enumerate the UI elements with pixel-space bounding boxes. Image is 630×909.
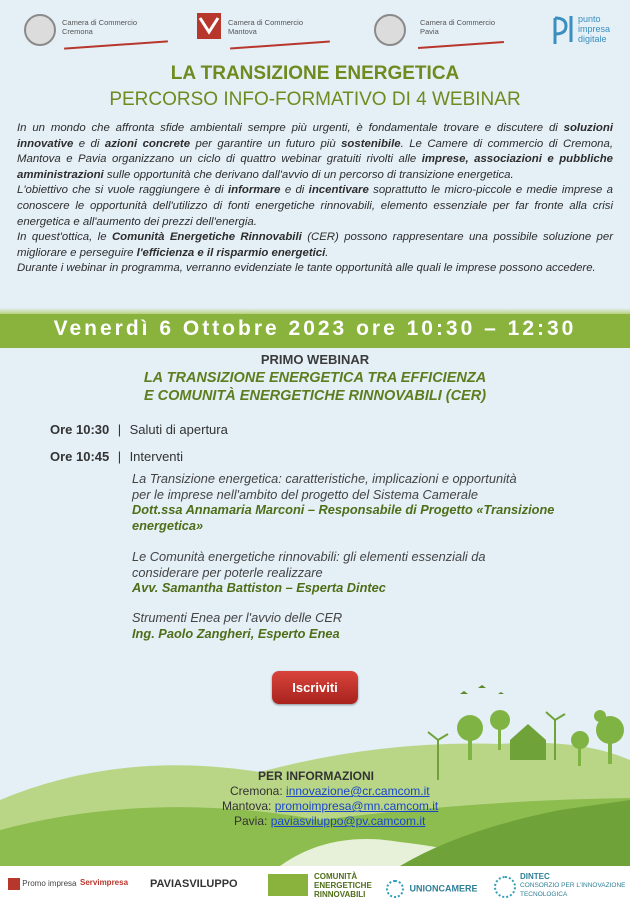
logo-pavia-line2: Pavia — [420, 27, 439, 36]
talk-title-line1: La Transizione energetica: caratteristiche, implicazioni e opportunità — [132, 471, 517, 486]
webinar-heading: PRIMO WEBINAR — [260, 352, 370, 367]
schedule-label: Saluti di apertura — [129, 422, 228, 437]
logo-mantova — [196, 12, 336, 52]
schedule-label: Interventi — [129, 449, 184, 464]
footer-logo-servimpresa: Servimpresa — [80, 878, 129, 887]
date-band-text: Venerdì 6 Ottobre 2023 ore 10:30 – 12:30 — [53, 317, 577, 340]
cremona-seal-icon — [24, 14, 56, 46]
schedule-time: Ore 10:45 — [50, 449, 110, 464]
talk-speaker-line1: Dott.ssa Annamaria Marconi – Responsabile di Progetto «Transizione — [132, 502, 555, 518]
intro-paragraph-2: L'obiettivo che si vuole raggiungere è di informare e di incentivare soprattutto le micro-piccole e medie imprese a conoscere le opportunità dell'utilizzo di fonti energetiche rinnovabili, elemento essenziale per far fronte alla crisi energetica e all'aumento dei prezzi dell'energia. — [17, 184, 613, 228]
intro-text — [17, 121, 613, 277]
logo-mantova-line2: Mantova — [228, 27, 257, 36]
info-city: Mantova: — [222, 799, 272, 813]
footer-logo-paviasviluppo: PAVIASVILUPPO — [150, 878, 238, 890]
pid-line3: digitale — [578, 34, 607, 44]
iscriviti-button[interactable]: Iscriviti — [272, 671, 358, 704]
webinar-title-line1: LA TRANSIZIONE ENERGETICA TRA EFFICIENZA — [143, 370, 487, 386]
webinar-title — [0, 369, 630, 405]
info-email-link[interactable]: paviasviluppo@pv.camcom.it — [270, 814, 426, 828]
footer-promo-text: Promo impresa — [22, 879, 77, 889]
info-row — [234, 814, 425, 828]
pavia-seal-icon — [374, 14, 406, 46]
intro-paragraph-1: In un mondo che affronta sfide ambientali sempre più urgenti, è fondamentale trovare e discutere di soluzioni innovative e di azioni concrete per garantire un futuro più sostenibile. Le Camere di commercio di Cremona, Mantova e Pavia organizzano un ciclo di quattro webinar gratuiti rivolti alle imprese, associazioni e pubbliche amministrazioni sulle opportunità che derivano dall'avvio di un percorso di transizione energetica. — [17, 122, 614, 181]
talk-item — [132, 610, 602, 641]
info-row — [222, 799, 438, 813]
talk-title-line2: per le imprese nell'ambito del progetto del Sistema Camerale — [132, 486, 478, 502]
info-email-link[interactable]: promoimpresa@mn.camcom.it — [274, 799, 439, 813]
schedule-row — [50, 421, 228, 439]
page-title: LA TRANSIZIONE ENERGETICA — [170, 63, 460, 84]
info-heading: PER INFORMAZIONI — [258, 769, 374, 783]
webinar-title-line2: E COMUNITÀ ENERGETICHE RINNOVABILI (CER) — [143, 388, 487, 404]
logo-cremona-line2: Cremona — [62, 27, 93, 36]
talk-item — [132, 549, 602, 596]
talk-speaker-line1: Avv. Samantha Battiston – Esperta Dintec — [132, 580, 386, 596]
talk-title-line2: considerare per poterle realizzare — [132, 564, 323, 580]
intro-paragraph-4: Durante i webinar in programma, verranno evidenziate le tante opportunità alle quali le imprese possono accedere. — [17, 262, 596, 275]
mantova-crest-icon — [196, 12, 222, 42]
footer-sponsors: Promo impresa Servimpresa PAVIASVILUPPO COMUNITÀ ENERGETICHE RINNOVABILI UNIONCAMERE DINTEC CONSORZIO PER L'INNOVAZIONE TECNOLOGICA — [0, 866, 630, 909]
talk-title-line1: Strumenti Enea per l'avvio delle CER — [132, 610, 343, 625]
pid-mark-icon — [552, 14, 574, 44]
logo-cremona — [24, 12, 174, 52]
logo-punto-impresa-digitale — [552, 14, 622, 54]
info-city: Pavia: — [234, 814, 268, 828]
footer-logo-promo — [8, 878, 76, 890]
talk-speaker-line1: Ing. Paolo Zangheri, Esperto Enea — [132, 625, 340, 641]
footer-logo-unioncamere: UNIONCAMERE — [386, 880, 478, 898]
pid-line2: impresa — [578, 24, 611, 34]
info-row — [230, 784, 430, 798]
schedule-separator: | — [117, 422, 122, 437]
intro-paragraph-3: In quest'ottica, le Comunità Energetiche Rinnovabili (CER) possono rappresentare una possibile soluzione per migliorare e perseguire l'efficienza e il risparmio energetici. — [17, 231, 613, 259]
schedule-time: Ore 10:30 — [50, 422, 110, 437]
talk-item — [132, 471, 602, 533]
logo-cremona-line1: Camera di Commercio — [62, 18, 138, 27]
page-subtitle: PERCORSO INFO-FORMATIVO DI 4 WEBINAR — [109, 89, 521, 110]
schedule-row — [50, 448, 183, 466]
talk-speaker-line2: energetica» — [132, 517, 204, 533]
logo-pavia-line1: Camera di Commercio — [420, 18, 496, 27]
pid-line1: punto — [578, 14, 601, 24]
logo-mantova-line1: Camera di Commercio — [228, 18, 304, 27]
talk-title-line1: Le Comunità energetiche rinnovabili: gli elementi essenziali da — [132, 549, 486, 564]
dintec-mark-icon — [494, 876, 516, 898]
promo-mark-icon — [8, 878, 20, 890]
info-email-link[interactable]: innovazione@cr.camcom.it — [286, 784, 430, 798]
schedule-separator: | — [117, 449, 122, 464]
logo-pavia — [374, 12, 514, 52]
cer-mark-icon — [268, 874, 308, 896]
unioncamere-mark-icon — [386, 880, 404, 898]
info-city: Cremona: — [230, 784, 283, 798]
